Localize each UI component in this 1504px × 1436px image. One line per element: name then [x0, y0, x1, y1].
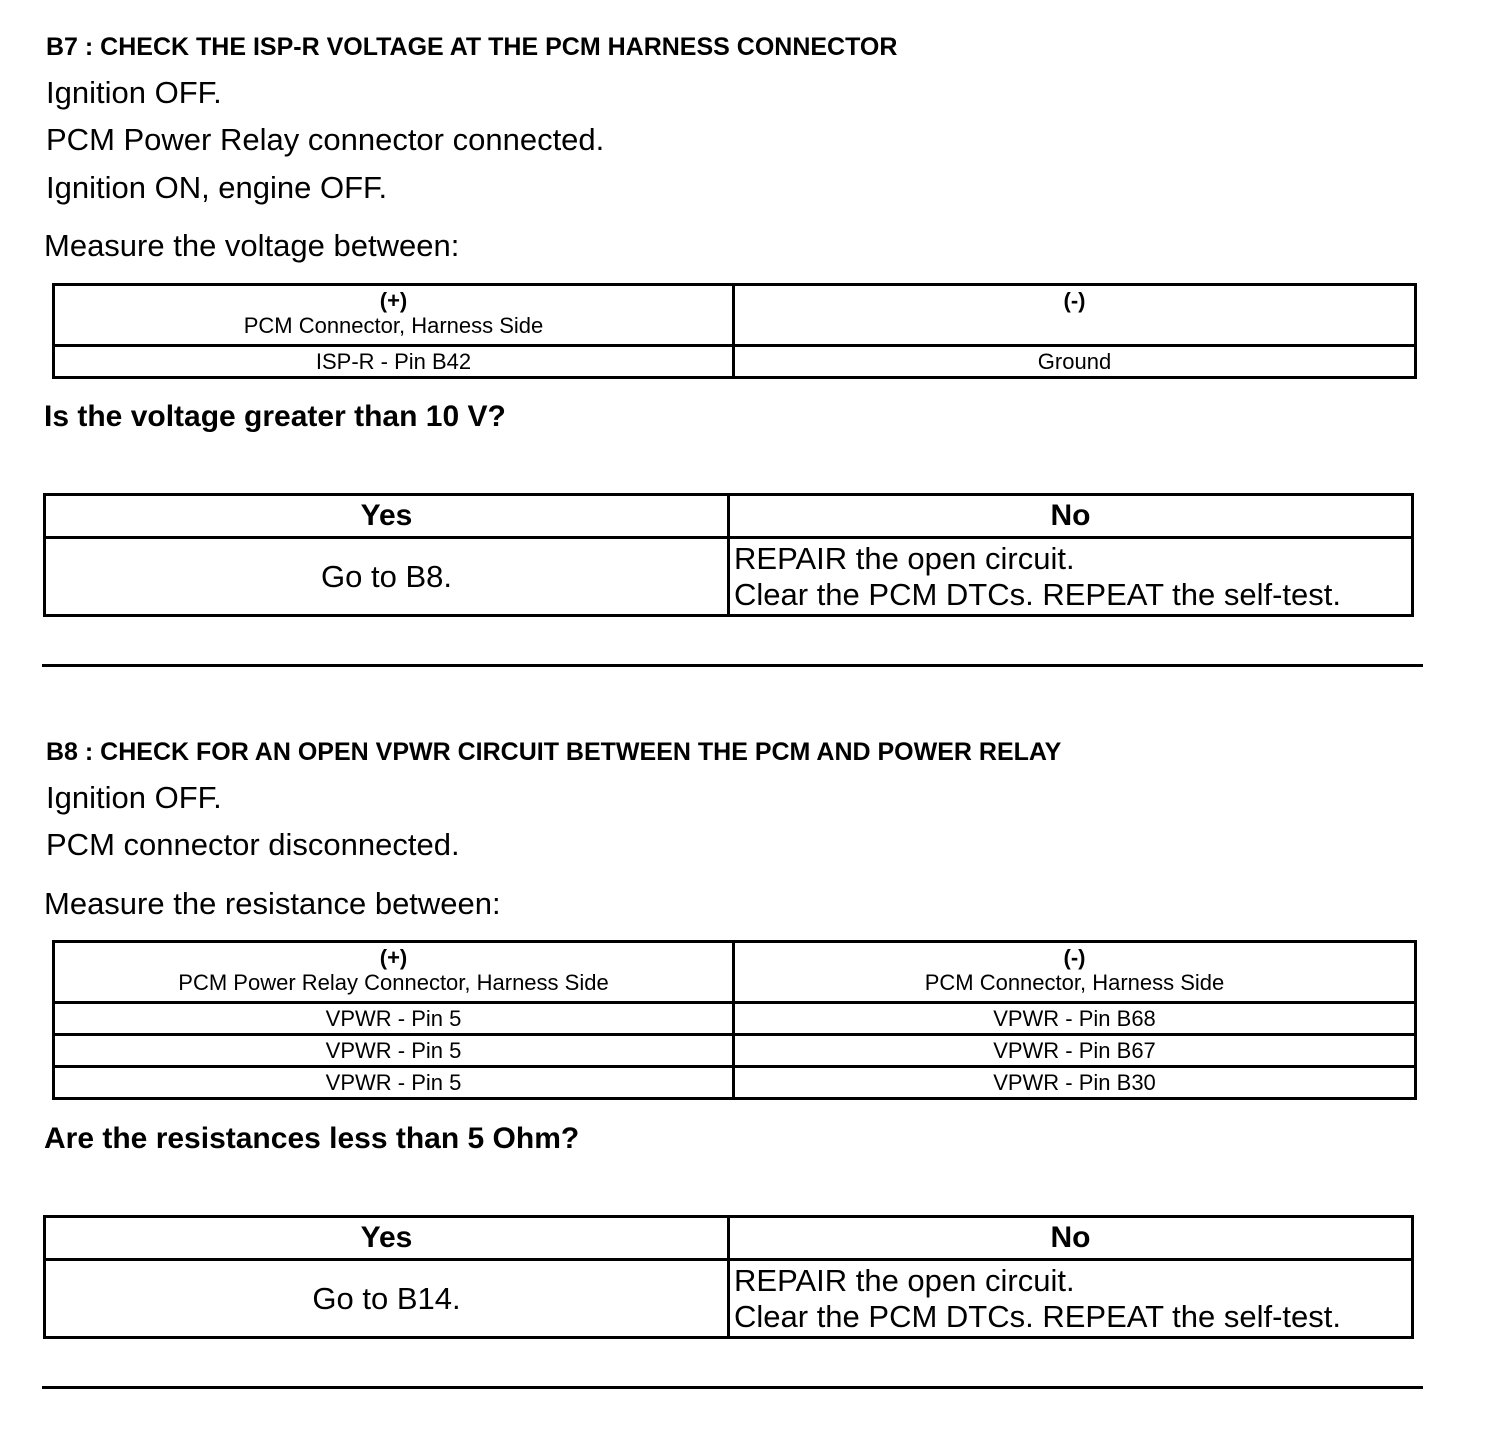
b7-instruction: Measure the voltage between:	[44, 228, 460, 263]
b7-measurement-table	[52, 283, 1417, 379]
b8-step-2: PCM connector disconnected.	[46, 827, 460, 862]
section-divider	[42, 1386, 1423, 1389]
b8-yes-header: Yes	[45, 1217, 729, 1260]
section-divider	[42, 664, 1423, 667]
b7-no-action-line-1: REPAIR the open circuit.	[734, 540, 1075, 576]
b7-question: Is the voltage greater than 10 V?	[44, 400, 506, 433]
table-row	[54, 346, 1416, 378]
b7-positive-label: PCM Connector, Harness Side	[243, 313, 544, 338]
b7-yes-header: Yes	[45, 495, 729, 538]
b7-negative-symbol: (-)	[1063, 288, 1086, 313]
b7-positive-header	[54, 285, 734, 346]
b8-step-1: Ignition OFF.	[46, 780, 222, 815]
table-row	[54, 1067, 1416, 1099]
b7-no-header: No	[729, 495, 1413, 538]
b7-no-action	[729, 538, 1413, 616]
b8-row-2-negative: VPWR - Pin B67	[734, 1035, 1416, 1067]
b8-row-2-positive: VPWR - Pin 5	[54, 1035, 734, 1067]
b8-row-3-positive: VPWR - Pin 5	[54, 1067, 734, 1099]
table-row	[54, 1003, 1416, 1035]
b8-row-1-positive: VPWR - Pin 5	[54, 1003, 734, 1035]
b8-no-action	[729, 1260, 1413, 1338]
b7-step-2: PCM Power Relay connector connected.	[46, 122, 605, 157]
b8-measurement-table	[52, 940, 1417, 1100]
b8-no-action-line-1: REPAIR the open circuit.	[734, 1262, 1075, 1298]
b8-yes-action: Go to B14.	[45, 1260, 729, 1338]
b8-negative-label: PCM Connector, Harness Side	[924, 970, 1225, 995]
table-row	[54, 1035, 1416, 1067]
b7-negative-header	[734, 285, 1416, 346]
b8-instruction: Measure the resistance between:	[44, 886, 501, 921]
b8-positive-symbol: (+)	[379, 945, 408, 970]
b7-result-table	[43, 493, 1414, 617]
b8-result-table	[43, 1215, 1414, 1339]
b8-no-action-line-2: Clear the PCM DTCs. REPEAT the self-test.	[734, 1298, 1341, 1334]
b7-yes-action: Go to B8.	[45, 538, 729, 616]
b8-row-3-negative: VPWR - Pin B30	[734, 1067, 1416, 1099]
b8-no-header: No	[729, 1217, 1413, 1260]
b8-positive-label: PCM Power Relay Connector, Harness Side	[178, 970, 609, 995]
b8-heading: B8 : CHECK FOR AN OPEN VPWR CIRCUIT BETWEEN THE PCM AND POWER RELAY	[46, 738, 1062, 766]
b8-negative-header	[734, 942, 1416, 1003]
b8-question: Are the resistances less than 5 Ohm?	[44, 1122, 580, 1155]
b8-negative-symbol: (-)	[1063, 945, 1086, 970]
b7-positive-symbol: (+)	[379, 288, 408, 313]
b7-no-action-line-2: Clear the PCM DTCs. REPEAT the self-test.	[734, 576, 1341, 612]
b8-positive-header	[54, 942, 734, 1003]
b8-row-1-negative: VPWR - Pin B68	[734, 1003, 1416, 1035]
b7-row-1-negative: Ground	[734, 346, 1416, 378]
b7-step-1: Ignition OFF.	[46, 75, 222, 110]
b7-heading: B7 : CHECK THE ISP-R VOLTAGE AT THE PCM HARNESS CONNECTOR	[46, 33, 898, 61]
b7-step-3: Ignition ON, engine OFF.	[46, 170, 388, 205]
b7-row-1-positive: ISP-R - Pin B42	[54, 346, 734, 378]
